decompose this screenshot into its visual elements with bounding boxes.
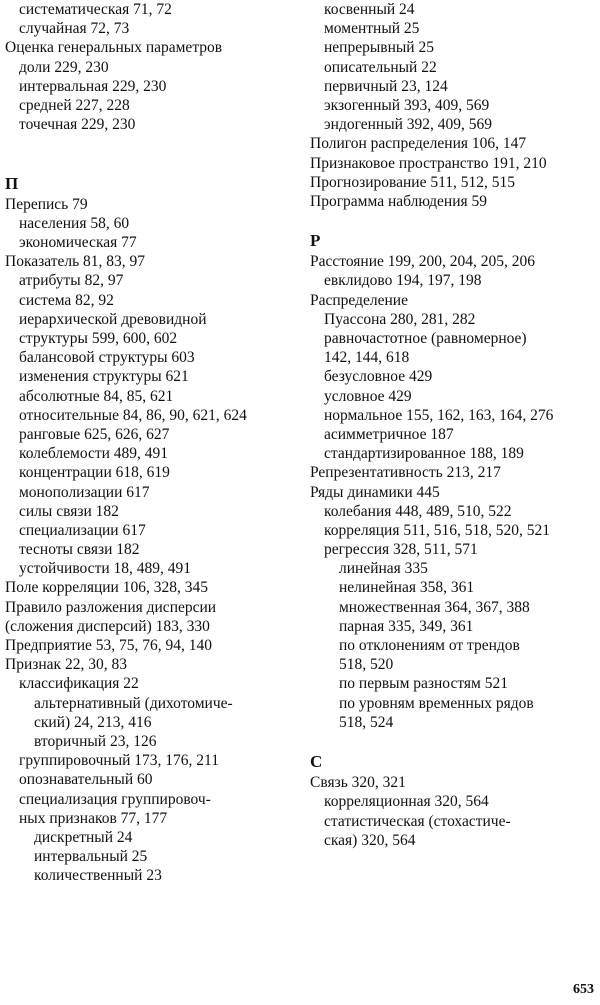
spacer	[5, 154, 297, 173]
index-entry: интервальная 229, 230	[19, 77, 167, 95]
index-entry: концентрации 618, 619	[19, 464, 170, 482]
index-entry: по отклонениям от трендов	[339, 637, 520, 654]
index-entry: силы связи 182	[19, 502, 119, 520]
index-entry: евклидово 194, 197, 198	[324, 272, 482, 290]
index-entry: специализации 617	[19, 521, 146, 539]
spacer	[5, 134, 297, 153]
index-entry: экзогенный 393, 409, 569	[324, 96, 490, 114]
index-entry: Распределение	[310, 291, 408, 309]
index-entry: нелинейная 358, 361	[339, 579, 475, 597]
index-entry: корреляция 511, 516, 518, 520, 521	[324, 521, 551, 539]
index-entry: атрибуты 82, 97	[19, 272, 124, 290]
index-entry: корреляционная 320, 564	[324, 793, 489, 811]
index-entry: статистическая (стохастиче-	[324, 812, 511, 830]
index-entry: описательный 22	[324, 58, 437, 76]
index-entry: классификация 22	[19, 675, 139, 693]
index-entry: Правило разложения дисперсии	[5, 598, 217, 616]
index-entry: 142, 144, 618	[324, 349, 410, 367]
index-entry: ская) 320, 564	[324, 831, 416, 849]
index-entry: иерархической древовидной	[19, 310, 207, 328]
index-entry: Расстояние 199, 200, 204, 205, 206	[310, 253, 536, 271]
index-entry: линейная 335	[339, 560, 428, 578]
index-entry: ных признаков 77, 177	[19, 809, 168, 827]
index-column-right	[310, 0, 598, 850]
index-entry: Оценка генеральных параметров	[5, 39, 223, 57]
index-entry: ский) 24, 213, 416	[34, 713, 152, 731]
index-entry: Ряды динамики 445	[310, 483, 440, 501]
index-entry: стандартизированное 188, 189	[324, 445, 524, 463]
index-entry: Прогнозирование 511, 512, 515	[310, 173, 516, 191]
index-entry: количественный 23	[34, 867, 162, 885]
index-entry: устойчивости 18, 489, 491	[19, 560, 192, 578]
index-entry: альтернативный (дихотомиче-	[34, 694, 233, 712]
index-entry: по уровням временных рядов	[339, 694, 534, 712]
spacer	[310, 732, 598, 751]
index-column-left	[5, 0, 297, 885]
index-entry: равночастотное (равномерное)	[324, 330, 527, 347]
index-entry: относительные 84, 86, 90, 621, 624	[19, 406, 247, 424]
index-entry: экономическая 77	[19, 234, 137, 252]
index-entry: точечная 229, 230	[19, 116, 136, 134]
index-entry: моментный 25	[324, 20, 420, 38]
index-entry: дискретный 24	[34, 828, 133, 846]
index-entry: система 82, 92	[19, 291, 114, 309]
index-entry: множественная 364, 367, 388	[339, 598, 530, 616]
index-entry: по первым разностям 521	[339, 675, 508, 693]
index-entry: структуры 599, 600, 602	[19, 330, 178, 347]
section-letter: П	[5, 173, 19, 193]
index-entry: регрессия 328, 511, 571	[324, 541, 478, 559]
page-number: 653	[573, 981, 594, 997]
index-entry: систематическая 71, 72	[19, 1, 172, 18]
index-entry: колеблемости 489, 491	[19, 445, 169, 463]
index-entry: 518, 524	[339, 713, 394, 731]
index-entry: 518, 520	[339, 656, 394, 674]
index-entry: Предприятие 53, 75, 76, 94, 140	[5, 637, 213, 654]
index-entry: (сложения дисперсий) 183, 330	[5, 617, 210, 635]
index-entry: вторичный 23, 126	[34, 732, 157, 750]
index-entry: эндогенный 392, 409, 569	[324, 116, 493, 134]
index-entry: доли 229, 230	[19, 58, 109, 76]
index-entry: ранговые 625, 626, 627	[19, 425, 170, 443]
index-entry: опознавательный 60	[19, 771, 153, 789]
index-entry: Признак 22, 30, 83	[5, 656, 127, 674]
index-entry: Поле корреляции 106, 328, 345	[5, 579, 208, 597]
index-entry: условное 429	[324, 387, 412, 405]
index-entry: изменения структуры 621	[19, 368, 189, 386]
section-letter: С	[310, 752, 323, 772]
section-letter: Р	[310, 231, 321, 251]
index-entry: тесноты связи 182	[19, 541, 140, 559]
index-entry: косвенный 24	[324, 1, 415, 18]
index-entry: безусловное 429	[324, 368, 433, 386]
index-entry: Показатель 81, 83, 97	[5, 253, 146, 271]
index-entry: асимметричное 187	[324, 425, 454, 443]
index-entry: Программа наблюдения 59	[310, 192, 488, 210]
index-entry: парная 335, 349, 361	[339, 617, 474, 635]
index-entry: Полигон распределения 106, 147	[310, 135, 527, 153]
index-entry: монополизации 617	[19, 483, 150, 501]
index-entry: группировочный 173, 176, 211	[19, 752, 219, 770]
index-entry: балансовой структуры 603	[19, 349, 195, 367]
index-entry: Перепись 79	[5, 195, 88, 213]
index-entry: Связь 320, 321	[310, 774, 406, 792]
index-entry: специализация группировоч-	[19, 790, 211, 808]
spacer	[310, 211, 598, 230]
index-entry: случайная 72, 73	[19, 20, 130, 38]
index-entry: непрерывный 25	[324, 39, 434, 57]
index-entry: Репрезентативность 213, 217	[310, 464, 501, 482]
index-entry: первичный 23, 124	[324, 77, 448, 95]
index-entry: Пуассона 280, 281, 282	[324, 310, 476, 328]
index-entry: колебания 448, 489, 510, 522	[324, 502, 512, 520]
index-entry: средней 227, 228	[19, 96, 130, 114]
index-entry: Признаковое пространство 191, 210	[310, 154, 547, 172]
index-entry: абсолютные 84, 85, 621	[19, 387, 174, 405]
index-entry: нормальное 155, 162, 163, 164, 276	[324, 406, 554, 424]
index-entry: населения 58, 60	[19, 214, 130, 232]
index-entry: интервальный 25	[34, 848, 148, 866]
